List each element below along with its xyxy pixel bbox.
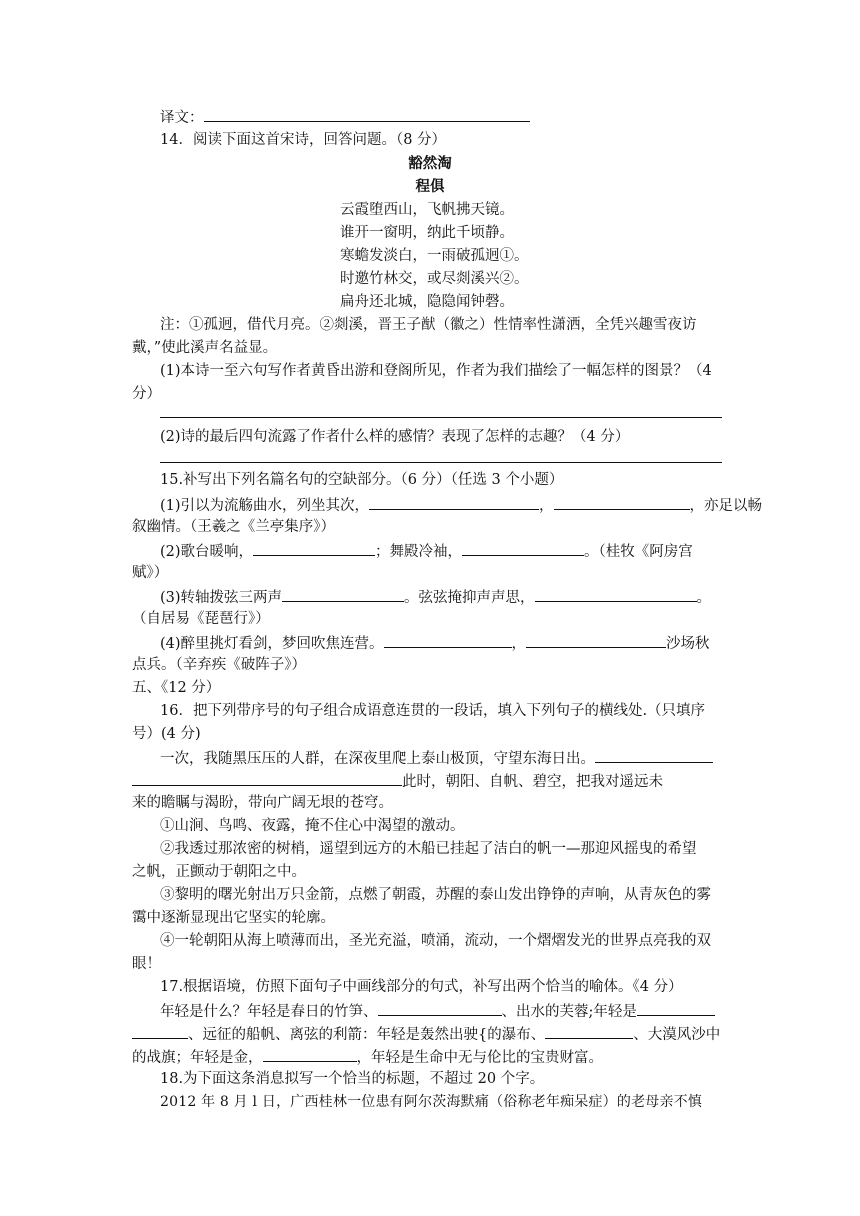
q15-item3-text-c: 。 (696, 590, 712, 606)
section5-heading: 五、《12 分） (132, 680, 221, 696)
q15-item1-blank2[interactable] (554, 494, 690, 510)
q17-blank2-continued[interactable] (132, 1023, 188, 1039)
poem-line: 时邀竹林交，或尽剡溪兴②。 (340, 271, 529, 287)
q17-text-b: 、出水的芙蓉;年轻是 (501, 1004, 637, 1020)
q15-item3-text-a: (3)转轴拨弦三两声 (160, 590, 283, 606)
q15-item1-blank1[interactable] (369, 494, 539, 510)
q16-passage-text-a: 一次，我随黑压压的人群，在深夜里爬上泰山极顶，守望东海日出。 (160, 751, 595, 767)
q17-text-c: 、远征的船帆、离弦的利箭：年轻是轰然出驶{的瀑布、 (188, 1027, 546, 1043)
q15-item1-line1 (160, 494, 762, 514)
q15-item3-blank2[interactable] (535, 586, 697, 602)
q14-sub1-line2: 分） (132, 386, 161, 402)
q17-blank4[interactable] (263, 1046, 357, 1062)
q15-item4-text-a: (4)醉里挑灯看剑，梦回吹焦连营。 (160, 636, 384, 652)
poem-line: 寒蟾发淡白，一雨破孤迥①。 (340, 248, 529, 264)
q18-news-text: 2012 年 8 月 l 日，广西桂林一位患有阿尔茨海默痛（俗称老年痴呆症）的老母亲不慎 (160, 1094, 703, 1110)
q15-item2-line2: 赋》） (132, 565, 169, 581)
q15-item4-text-b: ， (511, 636, 527, 652)
q15-item3-line1 (160, 586, 711, 606)
poem-line: 扁舟还北城，隐隐闻钟磬。 (340, 294, 514, 310)
q15-item1-line2: 叙幽情。（王羲之《兰亭集序》） (132, 519, 335, 535)
q15-item3-line2: （自居易《琵琶行》） (132, 611, 270, 627)
q15-item1-text-c: ，亦足以畅 (689, 498, 763, 514)
q14-sub2-answer-line[interactable] (160, 462, 722, 463)
q16-heading-line2: 号）(4 分) (132, 726, 201, 742)
q17-line2 (132, 1023, 720, 1043)
poem-note-line2: 戴，”使此溪声名益显。 (132, 340, 278, 356)
q16-passage-text-b: 此时，朝阳、自帆、碧空，把我对遥远未 (402, 774, 663, 790)
q17-line1 (160, 1000, 715, 1020)
q16-option-2-line1: ②我透过那浓密的树梢，遥望到远方的木船已挂起了洁白的帆一—那迎风摇曳的希望 (160, 841, 697, 857)
q17-text-a: 年轻是什么？年轻是春日的竹笋、 (160, 1004, 378, 1020)
q15-item4-line1 (160, 632, 710, 652)
translation-label: 译文： (160, 110, 204, 126)
q16-heading-line1: 16．把下列带序号的句子组合成语意连贯的一段话，填入下列句子的横线处.（只填序 (160, 703, 706, 719)
q15-item1-text-a: (1)引以为流觞曲水，列坐其次， (160, 498, 370, 514)
q14-sub1-answer-line[interactable] (160, 417, 722, 418)
q18-heading: 18.为下面这条消息拟写一个恰当的标题，不超过 20 个字。 (160, 1071, 545, 1087)
q17-heading: 17.根据语境，仿照下面句子中画线部分的句式，补写出两个恰当的喻体。《4 分） (160, 979, 683, 995)
q16-passage-line2 (132, 770, 663, 790)
q15-item4-line2: 点兵。（辛弃疾《破阵子》） (132, 657, 306, 673)
q16-passage-line3: 来的瞻瞩与渴盼，带向广阔无垠的苍穹。 (132, 795, 393, 811)
poem-line: 谁开一窗明，纳此千顷静。 (340, 225, 514, 241)
poem-author: 程俱 (415, 179, 445, 195)
q15-item4-blank1[interactable] (384, 632, 512, 648)
q15-item2-blank2[interactable] (462, 540, 584, 556)
q15-item4-text-c: 沙场秋 (666, 636, 710, 652)
poem-title: 豁然淘 (408, 156, 452, 172)
q16-option-2-line2: 之帆，正颤动于朝阳之中。 (132, 864, 306, 880)
poem-note-line1: 注：①孤迥，借代月亮。②剡溪，晋王子猷（徽之）性情率性潇洒，全凭兴趣雪夜访 (160, 317, 697, 333)
q15-item2-line1 (160, 540, 693, 560)
q16-answer-blank1[interactable] (595, 747, 713, 763)
poem-line: 云霞堕西山，飞帆拂天镜。 (340, 202, 514, 218)
q17-line3 (132, 1046, 603, 1066)
q15-heading: 15.补写出下列名篇名句的空缺部分。（6 分）（任选 3 个小题） (160, 472, 564, 488)
q15-item2-text-b: ；舞殿冷袖， (375, 544, 463, 560)
q14-sub1-line1: (1)本诗一至六句写作者黄昏出游和登阁所见，作者为我们描绘了一幅怎样的图景？（4 (160, 363, 712, 379)
q15-item2-text-c: 。（桂牧《阿房宫 (584, 544, 693, 560)
q15-item4-blank2[interactable] (526, 632, 666, 648)
q17-text-d: 、大漠风沙中 (633, 1027, 721, 1043)
q17-text-f: ，年轻是生命中无与伦比的宝贵财富。 (356, 1050, 603, 1066)
q16-option-4-line2: 眼！ (132, 956, 161, 972)
q14-heading: 14．阅读下面这首宋诗，回答问题。（8 分） (160, 132, 447, 148)
q15-item2-blank1[interactable] (253, 540, 375, 556)
q16-passage-line1 (160, 747, 713, 767)
q16-answer-blank2[interactable] (132, 770, 402, 786)
q15-item1-text-b: ， (539, 498, 554, 514)
q15-item3-text-b: 。弦弦掩抑声声思， (404, 590, 535, 606)
translation-row (160, 106, 530, 126)
q16-option-4-line1: ④一轮朝阳从海上喷薄而出，圣光充溢，喷涌，流动，一个熠熠发光的世界点亮我的双 (160, 933, 711, 949)
q15-item3-blank1[interactable] (282, 586, 404, 602)
q16-option-3-line2: 霭中逐渐显现出它坚实的轮廓。 (132, 910, 335, 926)
q17-text-e: 的战旗；年轻是金， (132, 1050, 263, 1066)
q15-item2-text-a: (2)歌台暖响， (160, 544, 254, 560)
q14-sub2: (2)诗的最后四句流露了作者什么样的感情？表现了怎样的志趣？（4 分） (160, 429, 630, 445)
q16-option-1: ①山涧、鸟鸣、夜露，掩不住心中渴望的激动。 (160, 818, 465, 834)
translation-answer-blank[interactable] (204, 106, 530, 122)
q17-blank2[interactable] (637, 1000, 715, 1016)
q17-blank1[interactable] (378, 1000, 502, 1016)
q17-blank3[interactable] (545, 1023, 633, 1039)
q16-option-3-line1: ③黎明的曙光射出万只金箭，点燃了朝霞，苏醒的泰山发出铮铮的声响，从青灰色的雾 (160, 887, 711, 903)
